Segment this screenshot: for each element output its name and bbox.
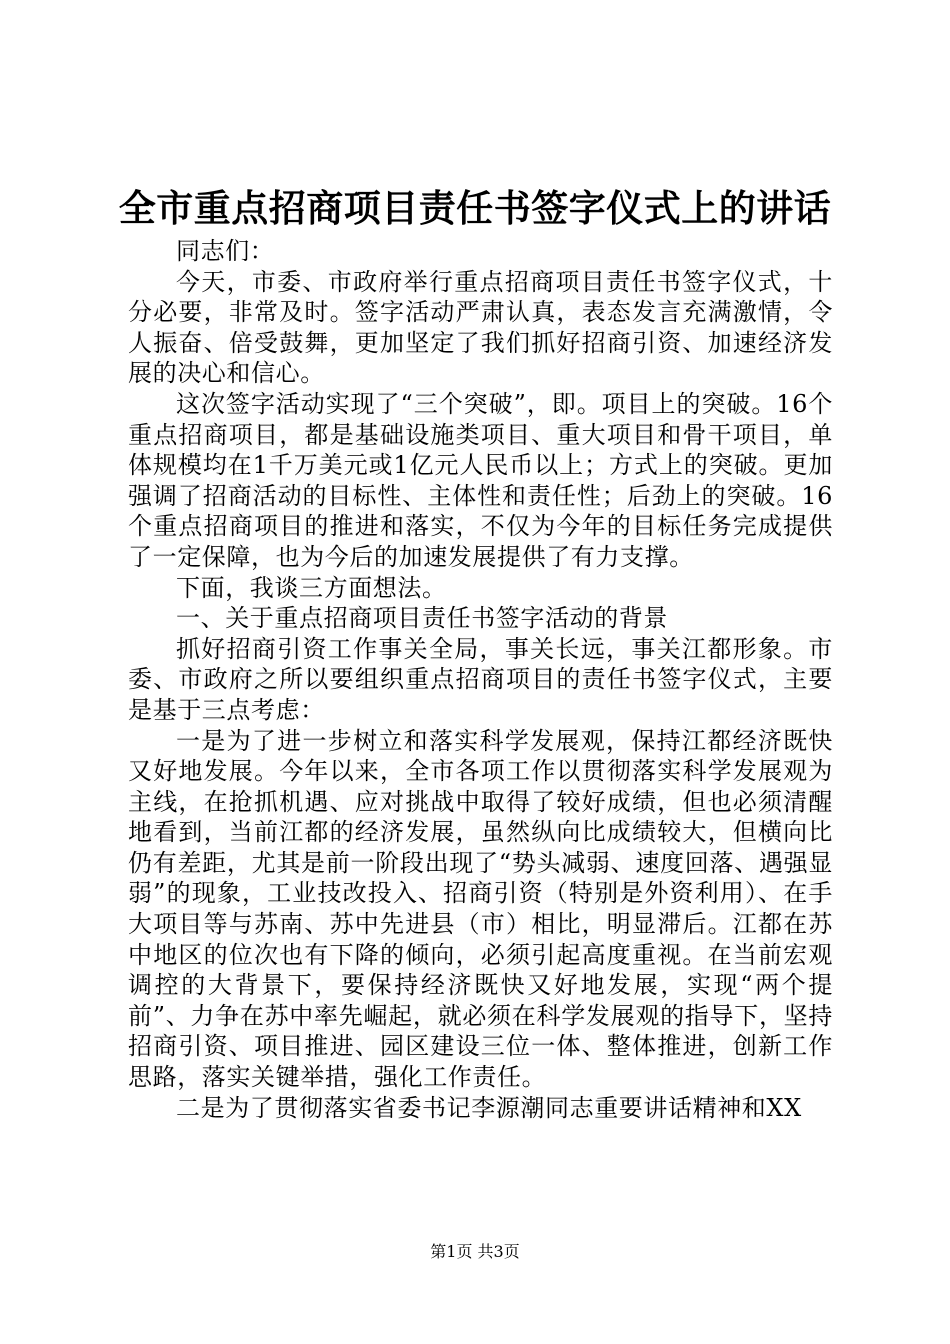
page-footer: 第1页 共3页 <box>430 1242 520 1261</box>
document-title: 全市重点招商项目责任书签字仪式上的讲话 <box>118 186 832 230</box>
section-heading: 一、关于重点招商项目责任书签字活动的背景 <box>176 604 668 633</box>
paragraph: 下面，我谈三方面想法。 <box>176 573 447 602</box>
paragraph: 这次签字活动实现了“三个突破”，即。项目上的突破。16个重点招商项目，都是基础设施类项目、重大项目和骨干项目，单体规模均在1千万美元或1亿元人民币以上；方式上的突破。更加强调了招商活动的目标性、主体性和责任性；后劲上的突破。16个重点招商项目的推进和落实，不仅为今年的目标任务完成提供了一定保障，也为今后的加速发展提供了有力支撑。 <box>128 389 833 571</box>
paragraph: 一是为了进一步树立和落实科学发展观，保持江都经济既快又好地发展。今年以来，全市各项工作以贯彻落实科学发展观为主线，在抢抓机遇、应对挑战中取得了较好成绩，但也必须清醒地看到，当前江都的经济发展，虽然纵向比成绩较大，但横向比仍有差距，尤其是前一阶段出现了“势头减弱、速度回落、遇强显弱”的现象，工业技改投入、招商引资（特别是外资利用）、在手大项目等与苏南、苏中先进县（市）相比，明显滞后。江都在苏中地区的位次也有下降的倾向，必须引起高度重视。在当前宏观调控的大背景下，要保持经济既快又好地发展，实现“两个提前”、力争在苏中率先崛起，就必须在科学发展观的指导下，坚持招商引资、项目推进、园区建设三位一体、整体推进，创新工作思路，落实关键举措，强化工作责任。 <box>128 726 833 1092</box>
paragraph: 抓好招商引资工作事关全局，事关长远，事关江都形象。市委、市政府之所以要组织重点招商项目的责任书签字仪式，主要是基于三点考虑： <box>128 634 833 724</box>
document-body <box>128 236 833 1123</box>
paragraph: 二是为了贯彻落实省委书记李源潮同志重要讲话精神和XX <box>176 1093 802 1122</box>
paragraph-salutation: 同志们： <box>176 237 275 265</box>
paragraph: 今天，市委、市政府举行重点招商项目责任书签字仪式，十分必要，非常及时。签字活动严肃认真，表态发言充满激情，令人振奋、倍受鼓舞，更加坚定了我们抓好招商引资、加速经济发展的决心和信心。 <box>128 267 833 388</box>
